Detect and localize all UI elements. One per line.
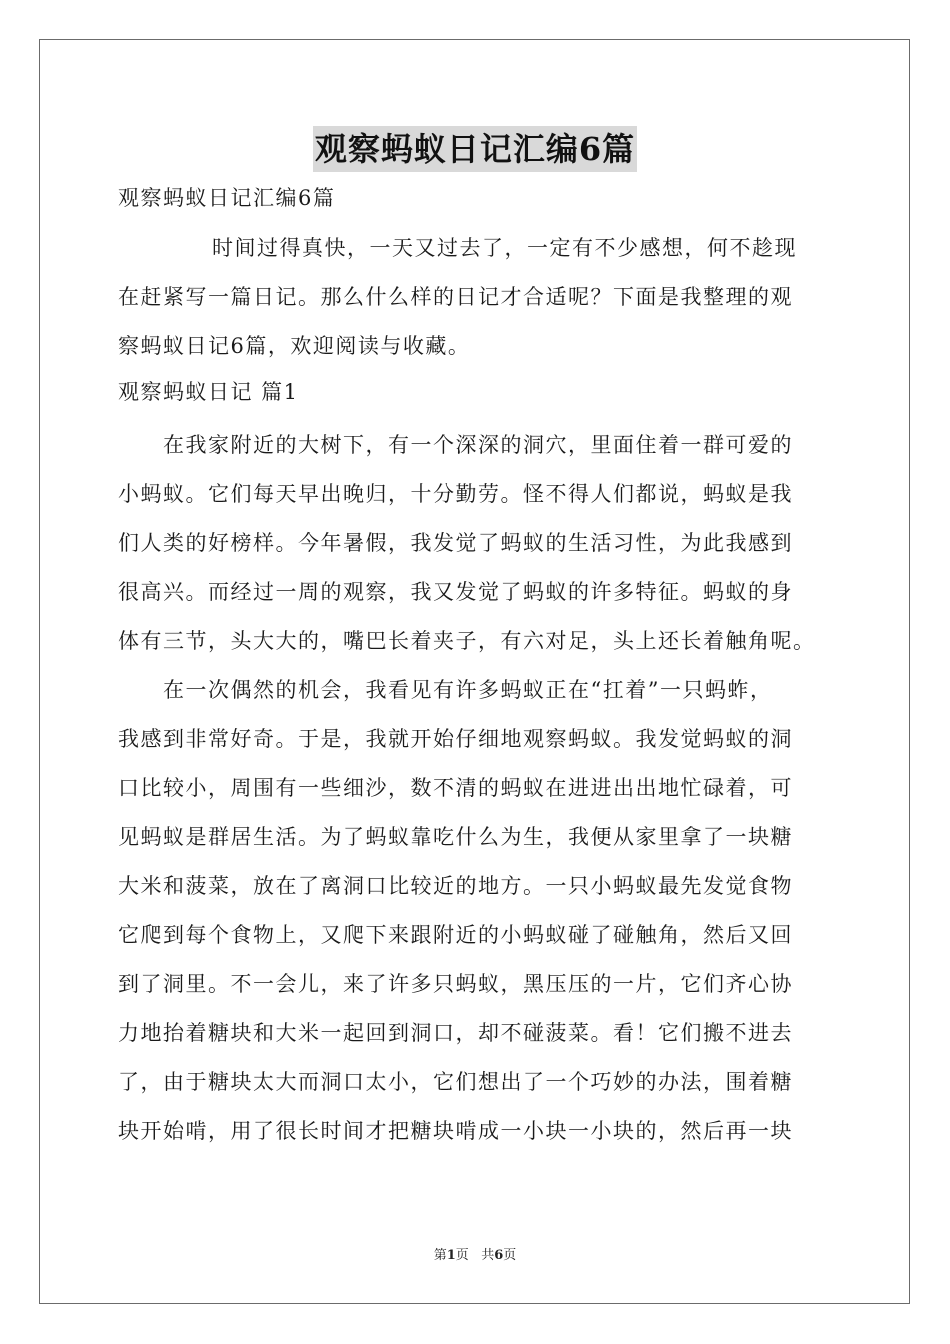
paragraph-line: 体有三节，头大大的，嘴巴长着夹子，有六对足，头上还长着触角呢。 (118, 629, 816, 653)
page-total-prefix: 共 (481, 1248, 495, 1263)
paragraph-line: 块开始啃，用了很长时间才把糖块啃成一小块一小块的，然后再一块 (118, 1119, 793, 1143)
page-footer (0, 1244, 950, 1263)
document-subtitle: 观察蚂蚁日记汇编6篇 (118, 186, 336, 210)
document-title (0, 126, 950, 178)
paragraph-line: 口比较小，周围有一些细沙，数不清的蚂蚁在进进出出地忙碌着，可 (118, 776, 793, 800)
page-number-prefix: 第 (433, 1248, 447, 1263)
paragraph-line: 我感到非常好奇。于是，我就开始仔细地观察蚂蚁。我发觉蚂蚁的洞 (118, 727, 793, 751)
paragraph-line: 很高兴。而经过一周的观察，我又发觉了蚂蚁的许多特征。蚂蚁的身 (118, 580, 793, 604)
paragraph-1 (118, 421, 838, 666)
paragraph-line: 见蚂蚁是群居生活。为了蚂蚁靠吃什么为生，我便从家里拿了一块糖 (118, 825, 793, 849)
paragraph-line: 力地抬着糖块和大米一起回到洞口，却不碰菠菜。看！它们搬不进去 (118, 1021, 793, 1045)
page-total-count: 6 (494, 1248, 504, 1263)
document-title-text: 观察蚂蚁日记汇编6篇 (313, 126, 637, 172)
paragraph-line: 了，由于糖块太大而洞口太小，它们想出了一个巧妙的办法，围着糖 (118, 1070, 793, 1094)
page-total-unit: 页 (503, 1248, 517, 1263)
paragraph-line: 们人类的好榜样。今年暑假，我发觉了蚂蚁的生活习性，为此我感到 (118, 531, 793, 555)
intro-line: 时间过得真快，一天又过去了，一定有不少感想，何不趁现 (212, 236, 797, 260)
document-body (118, 178, 838, 1156)
paragraph-line: 在一次偶然的机会，我看见有许多蚂蚁正在“扛着”一只蚂蚱， (163, 678, 773, 702)
intro-paragraph (118, 224, 838, 371)
paragraph-2 (118, 666, 838, 1156)
paragraph-line: 到了洞里。不一会儿，来了许多只蚂蚁，黑压压的一片，它们齐心协 (118, 972, 793, 996)
intro-line: 在赶紧写一篇日记。那么什么样的日记才合适呢？下面是我整理的观 (118, 285, 793, 309)
intro-line: 察蚂蚁日记6篇，欢迎阅读与收藏。 (118, 334, 471, 358)
paragraph-line: 大米和菠菜，放在了离洞口比较近的地方。一只小蚂蚁最先发觉食物 (118, 874, 793, 898)
paragraph-line: 它爬到每个食物上，又爬下来跟附近的小蚂蚁碰了碰触角，然后又回 (118, 923, 793, 947)
page-number-unit: 页 (455, 1248, 469, 1263)
paragraph-line: 小蚂蚁。它们每天早出晚归，十分勤劳。怪不得人们都说，蚂蚁是我 (118, 482, 793, 506)
section-heading: 观察蚂蚁日记 篇1 (118, 380, 299, 404)
paragraph-line: 在我家附近的大树下，有一个深深的洞穴，里面住着一群可爱的 (163, 433, 793, 457)
page-number-current: 1 (446, 1248, 456, 1263)
